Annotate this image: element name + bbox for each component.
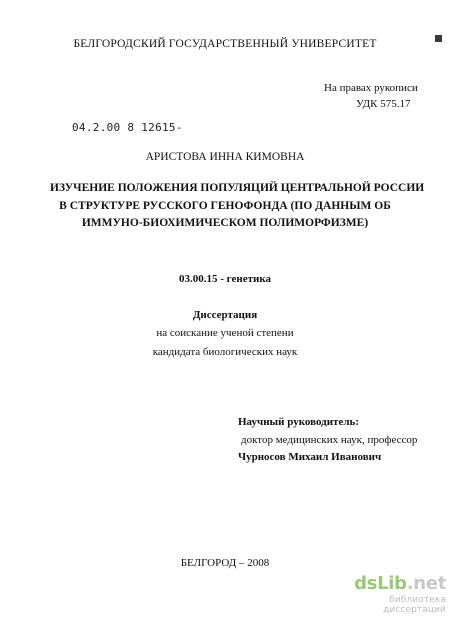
- degree-purpose: на соискание ученой степени: [156, 327, 294, 339]
- title-line: ИЗУЧЕНИЕ ПОЛОЖЕНИЯ ПОПУЛЯЦИЙ ЦЕНТРАЛЬНОЙ РОССИИ: [50, 182, 425, 194]
- dslib-watermark: [338, 574, 446, 615]
- degree-name: кандидата биологических наук: [152, 346, 298, 358]
- rights-note: На правах рукописи: [324, 82, 418, 94]
- dslib-logo: [338, 574, 446, 594]
- supervisor-rank: доктор медицинских наук, профессор: [241, 434, 418, 446]
- supervisor-heading: Научный руководитель:: [238, 416, 359, 428]
- city-year: БЕЛГОРОД – 2008: [180, 557, 270, 569]
- logo-main: dsLib: [354, 573, 407, 594]
- author-name: АРИСТОВА ИННА КИМОВНА: [145, 151, 305, 163]
- title-line: В СТРУКТУРЕ РУССКОГО ГЕНОФОНДА (ПО ДАННЫМ ОБ: [59, 199, 391, 212]
- work-type: Диссертация: [192, 309, 258, 321]
- logo-tld: .net: [406, 573, 446, 594]
- dissertation-title: [50, 180, 425, 233]
- registration-number: 04.2.00 8 12615-: [72, 121, 183, 134]
- supervisor-name: Чурносов Михаил Иванович: [238, 451, 382, 463]
- udk-code: УДК 575.17: [356, 98, 411, 110]
- watermark-subtitle: библиотека диссертаций: [383, 595, 446, 615]
- title-line: ИММУНО-БИОХИМИЧЕСКОМ ПОЛИМОРФИЗМЕ): [81, 217, 369, 229]
- specialty-code: 03.00.15 - генетика: [178, 273, 272, 285]
- university-name: БЕЛГОРОДСКИЙ ГОСУДАРСТВЕННЫЙ УНИВЕРСИТЕТ: [73, 38, 377, 50]
